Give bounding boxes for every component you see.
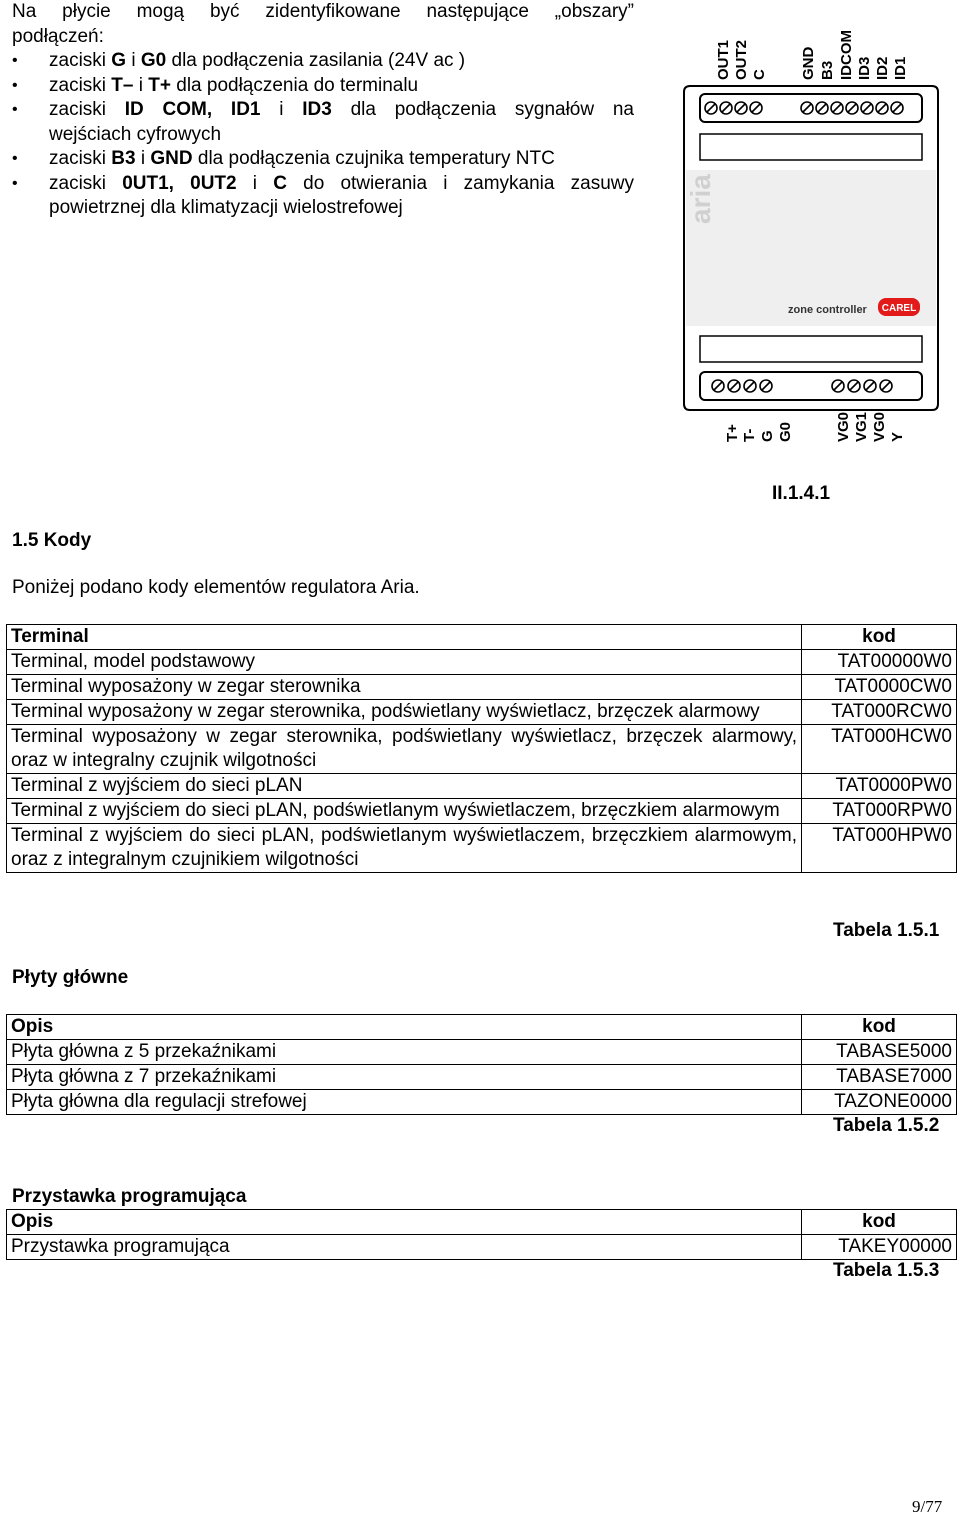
terminal-label: C bbox=[751, 69, 768, 80]
table-caption: Tabela 1.5.1 bbox=[833, 920, 940, 941]
terminal-label: GND bbox=[800, 46, 817, 80]
subsection-title: Płyty główne bbox=[12, 967, 129, 988]
table-row: Terminal z wyjściem do sieci pLAN, podświetlanym wyświetlaczem, brzęczkiem alarmowym TAT000RPW0 bbox=[7, 799, 957, 824]
terminal-label: OUT1 bbox=[715, 39, 732, 80]
terminal-codes-table bbox=[6, 624, 957, 873]
connection-list bbox=[12, 49, 634, 221]
terminal-label: OUT2 bbox=[733, 39, 750, 80]
table-header: Opis kod bbox=[7, 1210, 957, 1235]
terminal-label: Y bbox=[889, 431, 906, 442]
intro-line-1: Na płycie mogą być zidentyfikowane następujące „obszary” bbox=[12, 1, 634, 22]
intro-text bbox=[12, 0, 634, 221]
zone-controller-diagram bbox=[676, 22, 946, 454]
table-row: Terminal z wyjściem do sieci pLAN TAT0000PW0 bbox=[7, 774, 957, 799]
terminal-label: VG0 bbox=[835, 411, 852, 442]
terminal-label: ID1 bbox=[892, 56, 909, 80]
table-row: Płyta główna dla regulacji strefowej TAZONE0000 bbox=[7, 1090, 957, 1115]
list-item: • zaciski ID COM, ID1 i ID3 dla podłączenia sygnałów na wejściach cyfrowych bbox=[12, 98, 634, 147]
terminal-label: VG0 bbox=[871, 411, 888, 442]
table-row: Terminal, model podstawowy TAT00000W0 bbox=[7, 650, 957, 675]
page-number: 9/77 bbox=[912, 1497, 943, 1516]
list-item: • zaciski 0UT1, 0UT2 i C do otwierania i zamykania zasuwy powietrznej dla klimatyzacji wielostrefowej bbox=[12, 172, 634, 221]
programming-key-codes-table bbox=[6, 1209, 957, 1260]
figure-label: II.1.4.1 bbox=[772, 483, 831, 504]
intro-line-2: podłączeń: bbox=[12, 25, 104, 47]
terminal-label: T+ bbox=[724, 424, 741, 442]
table-caption: Tabela 1.5.2 bbox=[833, 1115, 940, 1136]
section-title: 1.5 Kody bbox=[12, 530, 92, 551]
table-row: Płyta główna z 7 przekaźnikami TABASE7000 bbox=[7, 1065, 957, 1090]
terminal-label: G bbox=[759, 430, 776, 442]
list-item: • zaciski G i G0 dla podłączenia zasilania (24V ac ) bbox=[12, 49, 634, 74]
table-row: Terminal wyposażony w zegar sterownika, podświetlany wyświetlacz, brzęczek alarmowy TAT000RCW0 bbox=[7, 700, 957, 725]
list-item: • zaciski B3 i GND dla podłączenia czujnika temperatury NTC bbox=[12, 147, 634, 172]
carel-logo: CAREL bbox=[881, 303, 917, 314]
terminal-label: T- bbox=[741, 428, 758, 442]
subsection-title: Przystawka programująca bbox=[12, 1186, 247, 1207]
table-row: Płyta główna z 5 przekaźnikami TABASE5000 bbox=[7, 1040, 957, 1065]
brand-logo: aria bbox=[685, 174, 716, 224]
table-row: Przystawka programująca TAKEY00000 bbox=[7, 1235, 957, 1260]
section-lead: Poniżej podano kody elementów regulatora Aria. bbox=[12, 577, 420, 598]
terminal-label: ID2 bbox=[874, 56, 891, 80]
list-item: • zaciski T– i T+ dla podłączenia do terminalu bbox=[12, 74, 634, 99]
table-header: Opis kod bbox=[7, 1015, 957, 1040]
terminal-label: VG1 bbox=[853, 411, 870, 442]
table-caption: Tabela 1.5.3 bbox=[833, 1260, 940, 1281]
terminal-label: ID3 bbox=[856, 56, 873, 80]
terminal-label: G0 bbox=[777, 421, 794, 442]
table-header: Terminal kod bbox=[7, 625, 957, 650]
table-row: Terminal z wyjściem do sieci pLAN, podświetlanym wyświetlaczem, brzęczkiem alarmowym, oraz z integralnym czujnikiem wilgotności TAT000HPW0 bbox=[7, 824, 957, 873]
product-name: zone controller bbox=[788, 304, 867, 316]
mainboard-codes-table bbox=[6, 1014, 957, 1115]
terminal-label: IDCOM bbox=[838, 30, 855, 80]
table-row: Terminal wyposażony w zegar sterownika, podświetlany wyświetlacz, brzęczek alarmowy, oraz w integralny czujnik wilgotności TAT000HCW0 bbox=[7, 725, 957, 774]
terminal-label: B3 bbox=[819, 60, 836, 80]
table-row: Terminal wyposażony w zegar sterownika TAT0000CW0 bbox=[7, 675, 957, 700]
